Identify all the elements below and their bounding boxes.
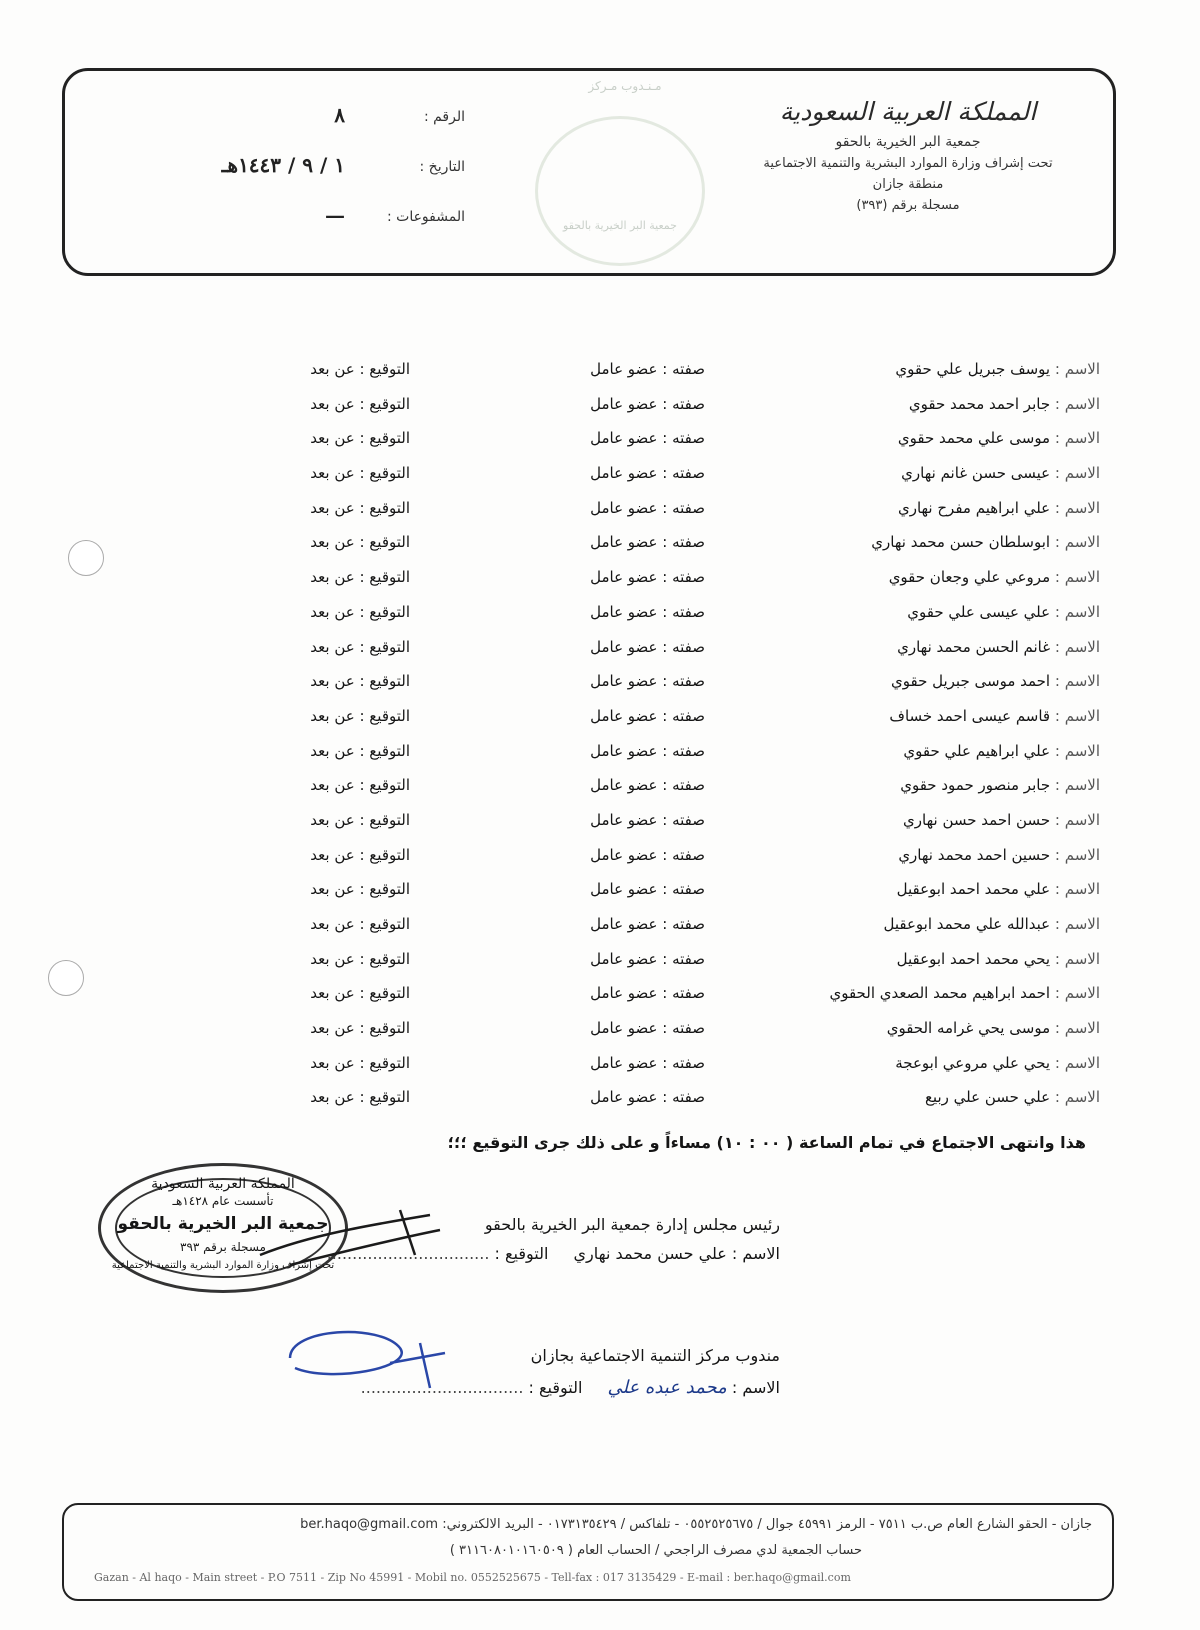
member-name: عيسى حسن غانم نهاري	[901, 464, 1051, 483]
member-role-label: صفته :	[662, 533, 705, 552]
member-role-label: صفته :	[662, 741, 705, 760]
member-role: عضو عامل	[590, 1053, 658, 1072]
member-role: عضو عامل	[590, 810, 658, 829]
member-name-cell	[900, 776, 1100, 794]
member-signature-label: التوقيع :	[359, 672, 410, 691]
member-role: عضو عامل	[590, 915, 658, 933]
number-value: ٨	[334, 103, 345, 127]
member-signature-cell	[310, 984, 410, 1002]
member-role: عضو عامل	[590, 360, 658, 378]
member-name-cell	[871, 533, 1100, 551]
member-role-cell	[590, 915, 705, 933]
member-role: عضو عامل	[590, 637, 658, 656]
member-role-cell	[590, 1019, 705, 1037]
member-name-cell	[829, 984, 1100, 1002]
delegate-name-label: الاسم :	[731, 1378, 780, 1397]
member-signature: عن بعد	[310, 464, 355, 483]
member-name: غانم الحسن محمد نهاري	[897, 637, 1051, 656]
footer-arabic-contact: جازان - الحقو الشارع العام ص.ب ٧٥١١ - الرمز ٤٥٩٩١ جوال / ٠٥٥٢٥٢٥٦٧٥ - تلفاكس / ٠١٧٣١٣٥٤٢٩ - البريد الالكتروني: ber.haqo@gmail.com	[300, 1517, 1092, 1532]
footer-arabic-account: حساب الجمعية لدي مصرف الراجحي / الحساب العام ( ٣١١٦٠٨٠١٠١٦٠٥٠٩ )	[449, 1543, 862, 1558]
member-name-label: الاسم :	[1054, 568, 1100, 587]
member-role-label: صفته :	[662, 394, 705, 413]
member-signature-cell	[310, 603, 410, 621]
member-row	[200, 360, 1100, 395]
delegate-title: مندوب مركز التنمية الاجتماعية بجازان	[530, 1346, 780, 1365]
member-signature: عن بعد	[310, 1053, 355, 1072]
member-signature: عن بعد	[310, 1088, 355, 1107]
member-signature-cell	[310, 776, 410, 794]
member-signature-label: التوقيع :	[359, 1088, 410, 1107]
member-role: عضو عامل	[590, 429, 658, 448]
member-signature-label: التوقيع :	[359, 810, 410, 829]
chairman-signature-dots: ................................	[326, 1244, 490, 1263]
member-signature-label: التوقيع :	[359, 498, 410, 517]
member-signature-cell	[310, 915, 410, 933]
faded-seal-bottom-text: جمعية البر الخيرية بالحقو	[563, 219, 677, 232]
member-name: مروعي علي وجعان حقوي	[888, 568, 1051, 587]
member-name-cell	[897, 880, 1100, 898]
member-role-label: صفته :	[662, 602, 705, 621]
member-name: قاسم عيسى احمد خساف	[889, 706, 1051, 725]
member-signature-label: التوقيع :	[359, 949, 410, 968]
footer-box	[62, 1503, 1114, 1601]
member-row	[200, 429, 1100, 464]
member-role-cell	[590, 880, 705, 898]
stamp-org-text: جمعية البر الخيرية بالحقو	[117, 1214, 329, 1234]
reference-block	[155, 103, 465, 259]
member-signature-cell	[310, 742, 410, 760]
member-signature-label: التوقيع :	[359, 1053, 410, 1072]
chairman-handwritten-signature	[250, 1195, 450, 1285]
member-role: عضو عامل	[590, 949, 658, 968]
date-row	[155, 153, 465, 209]
member-signature: عن بعد	[310, 984, 355, 1003]
member-signature: عن بعد	[310, 672, 355, 691]
member-role: عضو عامل	[590, 533, 658, 552]
member-role-cell	[590, 568, 705, 586]
member-name-cell	[901, 464, 1100, 482]
member-signature-cell	[310, 568, 410, 586]
member-row	[200, 707, 1100, 742]
member-role-label: صفته :	[662, 568, 705, 587]
member-name-cell	[897, 638, 1100, 656]
member-row	[200, 395, 1100, 430]
registration-line: مسجلة برقم (٣٩٣)	[856, 198, 960, 213]
member-signature-label: التوقيع :	[359, 533, 410, 552]
punch-hole-bottom	[48, 960, 84, 996]
member-row	[200, 742, 1100, 777]
member-name-cell	[889, 707, 1100, 725]
kingdom-title: المملكة العربية السعودية	[779, 97, 1037, 126]
member-signature-cell	[310, 811, 410, 829]
member-role-cell	[590, 846, 705, 864]
member-signature-cell	[310, 1019, 410, 1037]
member-name: علي ابراهيم علي حقوي	[903, 741, 1051, 760]
member-row	[200, 638, 1100, 673]
member-role-cell	[590, 603, 705, 621]
footer-english-contact: Gazan - Al haqo - Main street - P.O 7511 - Zip No 45991 - Mobil no. 0552525675 - Tell-fax : 017 3135429 - E-mail : ber.haqo@gmail.com	[94, 1571, 851, 1584]
member-signature: عن بعد	[310, 776, 355, 795]
member-row	[200, 603, 1100, 638]
member-name-label: الاسم :	[1054, 533, 1100, 552]
member-row	[200, 499, 1100, 534]
member-name-label: الاسم :	[1054, 741, 1100, 760]
member-signature-cell	[310, 464, 410, 482]
member-role: عضو عامل	[590, 845, 658, 864]
member-row	[200, 811, 1100, 846]
member-signature-cell	[310, 1054, 410, 1072]
member-signature-label: التوقيع :	[359, 568, 410, 587]
member-signature-label: التوقيع :	[359, 845, 410, 864]
faded-seal-logo	[535, 116, 705, 266]
member-signature-label: التوقيع :	[359, 880, 410, 899]
member-signature-label: التوقيع :	[359, 706, 410, 725]
member-name-label: الاسم :	[1054, 464, 1100, 483]
member-row	[200, 1088, 1100, 1123]
member-name-label: الاسم :	[1054, 672, 1100, 691]
member-role-cell	[590, 533, 705, 551]
member-role-cell	[590, 811, 705, 829]
member-signature: عن بعد	[310, 568, 355, 587]
member-name-cell	[897, 950, 1100, 968]
member-role-cell	[590, 742, 705, 760]
member-role: عضو عامل	[590, 776, 658, 795]
number-row	[155, 103, 465, 159]
member-signature-cell	[310, 846, 410, 864]
member-name: حسن احمد حسن نهاري	[903, 810, 1051, 829]
member-role-cell	[590, 395, 705, 413]
member-name: جابر منصور حمود حقوي	[900, 776, 1051, 795]
member-role-label: صفته :	[662, 1019, 705, 1038]
member-signature-label: التوقيع :	[359, 984, 410, 1003]
member-row	[200, 950, 1100, 985]
member-name: احمد ابراهيم محمد الصعدي الحقوي	[829, 984, 1051, 1003]
member-role: عضو عامل	[590, 984, 658, 1003]
member-signature-cell	[310, 360, 410, 378]
letterhead-box	[62, 68, 1116, 276]
member-signature-cell	[310, 880, 410, 898]
member-signature: عن بعد	[310, 706, 355, 725]
member-signature-cell	[310, 950, 410, 968]
member-role: عضو عامل	[590, 672, 658, 691]
member-name-cell	[895, 1054, 1100, 1072]
stamp-ministry-text: تحت إشراف وزارة الموارد البشرية والتنمية الاجتماعية	[111, 1260, 335, 1271]
member-signature-cell	[310, 533, 410, 551]
member-row	[200, 880, 1100, 915]
delegate-handwritten-name: محمد عبده علي	[607, 1377, 727, 1398]
member-row	[200, 776, 1100, 811]
delegate-signature-label: التوقيع :	[528, 1378, 583, 1397]
member-role-cell	[590, 429, 705, 447]
member-name-label: الاسم :	[1054, 776, 1100, 795]
member-role-cell	[590, 950, 705, 968]
member-row	[200, 568, 1100, 603]
member-signature-cell	[310, 429, 410, 447]
member-role: عضو عامل	[590, 498, 658, 517]
member-signature: عن بعد	[310, 741, 355, 760]
member-name-cell	[891, 672, 1100, 690]
member-role-label: صفته :	[662, 637, 705, 656]
member-role: عضو عامل	[590, 394, 658, 413]
member-role: عضو عامل	[590, 880, 658, 899]
member-name: يحي محمد احمد ابوعقيل	[896, 949, 1051, 968]
member-name-cell	[907, 603, 1100, 621]
member-name-label: الاسم :	[1054, 915, 1100, 933]
member-signature: عن بعد	[310, 602, 355, 621]
date-label: التاريخ :	[419, 159, 465, 175]
attachments-row	[155, 203, 465, 259]
member-role-label: صفته :	[662, 915, 705, 933]
member-row	[200, 533, 1100, 568]
member-role-cell	[590, 360, 705, 378]
member-role-cell	[590, 1088, 705, 1106]
member-name-label: الاسم :	[1054, 394, 1100, 413]
member-name-label: الاسم :	[1054, 845, 1100, 864]
member-role-label: صفته :	[662, 464, 705, 483]
member-name: حسين احمد محمد نهاري	[898, 845, 1051, 864]
member-name: ابوسلطان حسن محمد نهاري	[871, 533, 1051, 552]
member-name-label: الاسم :	[1054, 880, 1100, 899]
member-signature-label: التوقيع :	[359, 394, 410, 413]
member-name: يحي علي مروعي ابوعجة	[895, 1053, 1051, 1072]
member-signature-cell	[310, 707, 410, 725]
stamp-registration-text: مسجلة برقم ٣٩٣	[180, 1240, 266, 1254]
member-signature: عن بعد	[310, 845, 355, 864]
member-name-label: الاسم :	[1054, 984, 1100, 1003]
member-role-label: صفته :	[662, 845, 705, 864]
member-role-label: صفته :	[662, 1053, 705, 1072]
member-signature: عن بعد	[310, 533, 355, 552]
member-signature-label: التوقيع :	[359, 360, 410, 378]
member-row	[200, 1019, 1100, 1054]
member-signature-label: التوقيع :	[359, 776, 410, 795]
member-signature: عن بعد	[310, 810, 355, 829]
member-name-label: الاسم :	[1054, 498, 1100, 517]
member-name-cell	[903, 811, 1100, 829]
member-row	[200, 984, 1100, 1019]
member-name-label: الاسم :	[1054, 360, 1100, 378]
member-signature-label: التوقيع :	[359, 602, 410, 621]
chairman-name-label: الاسم :	[731, 1244, 780, 1263]
delegate-handwritten-signature	[270, 1318, 460, 1398]
member-name-label: الاسم :	[1054, 706, 1100, 725]
member-row	[200, 672, 1100, 707]
member-name-label: الاسم :	[1054, 1053, 1100, 1072]
member-signature-cell	[310, 1088, 410, 1106]
member-name-label: الاسم :	[1054, 1019, 1100, 1038]
member-name-cell	[898, 499, 1100, 517]
member-name-cell	[903, 742, 1100, 760]
member-role: عضو عامل	[590, 464, 658, 483]
member-signature: عن بعد	[310, 915, 355, 933]
delegate-signature-dots: ................................	[360, 1378, 524, 1397]
chairman-title: رئيس مجلس إدارة جمعية البر الخيرية بالحقو	[484, 1215, 780, 1234]
region-line: منطقة جازان	[872, 177, 944, 192]
member-name-label: الاسم :	[1054, 810, 1100, 829]
member-signature: عن بعد	[310, 1019, 355, 1038]
member-name-cell	[884, 915, 1101, 933]
member-signature-label: التوقيع :	[359, 1019, 410, 1038]
member-signature-label: التوقيع :	[359, 464, 410, 483]
member-role-label: صفته :	[662, 776, 705, 795]
member-signature-label: التوقيع :	[359, 915, 410, 933]
member-role: عضو عامل	[590, 1019, 658, 1038]
member-name: علي محمد احمد ابوعقيل	[896, 880, 1051, 899]
member-row	[200, 464, 1100, 499]
member-name-label: الاسم :	[1054, 602, 1100, 621]
member-row	[200, 915, 1100, 950]
member-name: جابر احمد محمد حقوي	[908, 394, 1051, 413]
stamp-founded-text: تأسست عام ١٤٢٨هـ	[172, 1194, 274, 1208]
member-role-label: صفته :	[662, 880, 705, 899]
member-role: عضو عامل	[590, 1088, 658, 1107]
member-name-cell	[909, 395, 1100, 413]
member-name-cell	[895, 360, 1100, 378]
member-signature-cell	[310, 395, 410, 413]
member-role-label: صفته :	[662, 498, 705, 517]
member-role-label: صفته :	[662, 672, 705, 691]
member-name-cell	[887, 1019, 1100, 1037]
member-signature: عن بعد	[310, 360, 355, 378]
member-signature: عن بعد	[310, 429, 355, 448]
member-signature-cell	[310, 672, 410, 690]
number-label: الرقم :	[423, 109, 465, 125]
member-signature: عن بعد	[310, 394, 355, 413]
member-name-cell	[898, 846, 1100, 864]
member-role-cell	[590, 464, 705, 482]
stamp-kingdom-text: المملكة العربية السعودية	[151, 1176, 295, 1192]
member-name: علي حسن علي ربيع	[924, 1088, 1051, 1107]
member-role-label: صفته :	[662, 984, 705, 1003]
member-name-cell	[898, 429, 1100, 447]
attachments-value: —	[325, 203, 345, 227]
member-signature-label: التوقيع :	[359, 429, 410, 448]
member-signature: عن بعد	[310, 880, 355, 899]
member-role-cell	[590, 707, 705, 725]
member-role-label: صفته :	[662, 810, 705, 829]
member-role-cell	[590, 638, 705, 656]
member-role: عضو عامل	[590, 568, 658, 587]
member-name-label: الاسم :	[1054, 949, 1100, 968]
closing-statement: هذا وانتهى الاجتماع في تمام الساعة ( ٠٠ : ١٠) مساءاً و على ذلك جرى التوقيع ؛؛؛	[447, 1133, 1086, 1152]
member-role-cell	[590, 499, 705, 517]
member-role-label: صفته :	[662, 429, 705, 448]
member-role-label: صفته :	[662, 949, 705, 968]
member-name: احمد موسى جبريل حقوي	[891, 672, 1051, 691]
member-name: عبدالله علي محمد ابوعقيل	[883, 915, 1051, 933]
member-signature-cell	[310, 499, 410, 517]
member-signature-label: التوقيع :	[359, 741, 410, 760]
member-role-label: صفته :	[662, 360, 705, 378]
chairman-name: علي حسن محمد نهاري	[573, 1244, 727, 1263]
member-role: عضو عامل	[590, 602, 658, 621]
member-role-label: صفته :	[662, 1088, 705, 1107]
member-name: علي ابراهيم مفرح نهاري	[897, 498, 1051, 517]
date-value: ١ / ٩ / ١٤٤٣هـ	[221, 153, 345, 177]
org-name: جمعية البر الخيرية بالحقو	[835, 134, 981, 150]
member-name-label: الاسم :	[1054, 1088, 1100, 1107]
member-name-label: الاسم :	[1054, 637, 1100, 656]
member-name-cell	[889, 568, 1100, 586]
member-signature-label: التوقيع :	[359, 637, 410, 656]
member-signature: عن بعد	[310, 637, 355, 656]
org-block	[743, 97, 1073, 216]
member-role-cell	[590, 984, 705, 1002]
member-role-cell	[590, 672, 705, 690]
supervision-line: تحت إشراف وزارة الموارد البشرية والتنمية الاجتماعية	[763, 156, 1053, 171]
chairman-signature-label: التوقيع :	[494, 1244, 549, 1263]
member-name: موسى يحي غرامه الحقوي	[886, 1019, 1051, 1038]
member-name: موسى علي محمد حقوي	[897, 429, 1051, 448]
member-role-label: صفته :	[662, 706, 705, 725]
member-signature: عن بعد	[310, 498, 355, 517]
member-signature: عن بعد	[310, 949, 355, 968]
member-name: يوسف جبريل علي حقوي	[895, 360, 1051, 378]
attachments-label: المشفوعات :	[386, 209, 465, 225]
member-name-cell	[925, 1088, 1100, 1106]
member-row	[200, 1054, 1100, 1089]
member-signature-cell	[310, 638, 410, 656]
member-name-label: الاسم :	[1054, 429, 1100, 448]
member-role-cell	[590, 1054, 705, 1072]
member-name: علي عيسى علي حقوي	[907, 602, 1051, 621]
member-role-cell	[590, 776, 705, 794]
member-role: عضو عامل	[590, 741, 658, 760]
punch-hole-top	[68, 540, 104, 576]
member-role: عضو عامل	[590, 706, 658, 725]
faded-seal-top-text: مـنـدوب مـركز	[588, 79, 662, 93]
member-row	[200, 846, 1100, 881]
members-list	[200, 360, 1100, 1123]
